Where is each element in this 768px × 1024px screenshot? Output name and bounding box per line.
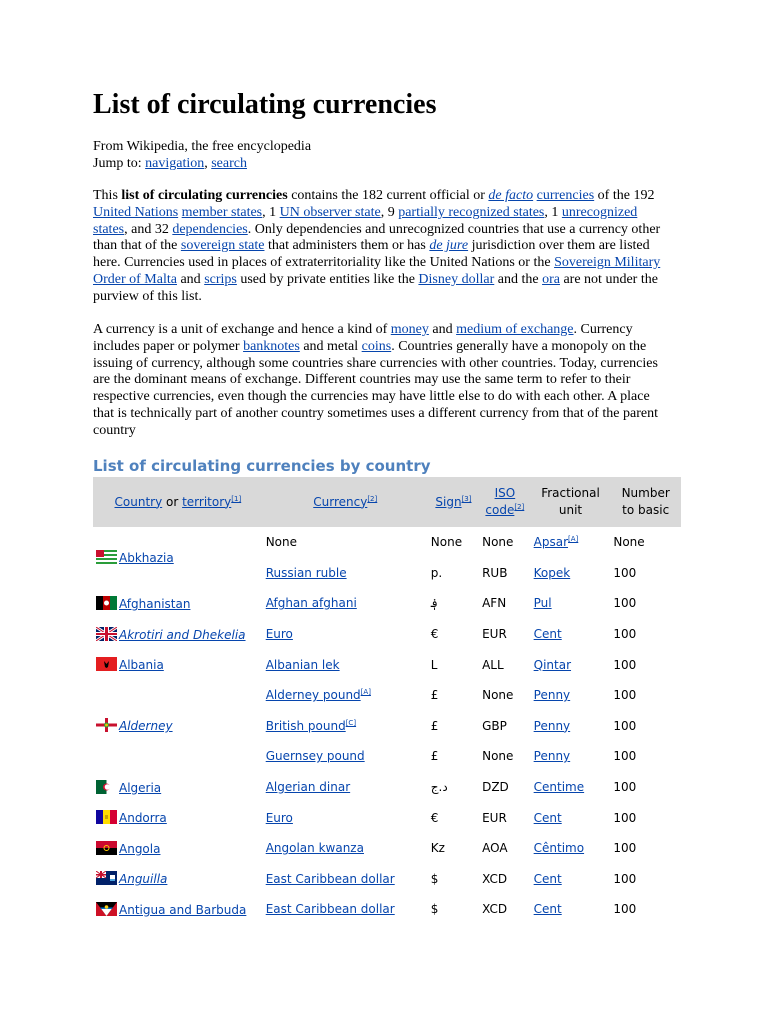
currency-cell [263,588,428,619]
sovereign-military-order-link[interactable]: Sovereign Military Order of Malta [93,255,661,287]
para-text: and [428,322,457,337]
currency-text: None [265,535,298,550]
table-row [93,619,681,650]
sign-cell: ؋ [430,596,438,611]
fractional-unit-link[interactable]: Apsar [533,535,569,550]
header-fractional: Fractional unit [531,477,611,527]
de-facto-text: de facto [488,188,534,203]
ref-link[interactable]: [2] [514,503,525,511]
number-cell: 100 [613,627,637,642]
section-heading: List of circulating currencies by country [93,457,431,475]
currency-cell [263,680,428,711]
currency-link[interactable]: Euro [265,627,293,642]
sign-cell: £ [430,749,439,764]
table-row [93,833,681,864]
search-link[interactable]: search [211,156,247,171]
currency-link[interactable]: Albanian lek [265,657,340,672]
header-currency [263,477,428,527]
header-iso [479,477,531,527]
unrecognized-states-link[interactable]: unrecognized states [93,204,638,237]
intro-text: are not under the purview of this list. [93,271,658,304]
coins-link[interactable]: coins [361,338,392,354]
para-text: . Currency includes paper or polymer [93,322,633,354]
flag-icon-antigua [96,902,117,916]
country-cell [93,649,263,680]
table-row [93,588,681,619]
ref-link[interactable]: [A] [360,688,371,697]
flag-icon-angola [96,841,117,855]
un-observer-state-link[interactable]: UN observer state [279,204,381,220]
country-link-albania[interactable]: Albania [119,658,164,673]
country-cell [93,527,263,588]
sign-cell: None [430,535,463,550]
sign-cell: € [430,627,439,642]
table-row [93,527,681,558]
fractional-cell [531,741,611,772]
intro-text: and [176,271,205,287]
iso-cell: DZD [482,780,509,795]
de-facto-link[interactable] [488,188,533,203]
sovereign-state-link[interactable]: sovereign state [180,238,265,254]
currency-cell [263,558,428,589]
currency-header-link[interactable]: Currency [313,494,368,509]
sign-cell: $ [430,902,439,917]
country-link-alderney[interactable]: Alderney [119,719,173,734]
sign-cell: £ [430,718,439,733]
country-link-afghanistan[interactable]: Afghanistan [119,596,191,611]
number-cell: 100 [613,780,637,795]
partially-recognized-states-link[interactable]: partially recognized states [398,204,545,220]
number-cell: 100 [613,688,637,703]
ref-link[interactable]: [C] [345,718,357,727]
number-cell: 100 [613,718,637,733]
sign-header-link[interactable]: Sign [435,494,462,509]
currency-cell [263,527,428,558]
navigation-link[interactable]: navigation [145,156,205,171]
territory-header-link[interactable]: territory [182,494,232,509]
flag-icon-akrotiri [96,627,117,641]
currency-link[interactable]: Russian ruble [265,565,347,580]
fractional-cell [531,802,611,833]
country-link-akrotiri[interactable]: Akrotiri and Dhekelia [119,627,246,642]
currency-cell [263,649,428,680]
currency-link[interactable]: East Caribbean dollar [265,902,395,917]
currency-link[interactable]: Alderney pound [265,688,361,703]
number-cell: 100 [613,810,637,825]
currency-cell [263,802,428,833]
fractional-cell [531,619,611,650]
intro-paragraph [93,188,668,306]
ora-link[interactable]: ora [542,271,560,287]
fractional-cell [531,711,611,742]
header-or: or [162,494,183,509]
intro-text: , and 32 [124,221,173,237]
ref-link[interactable]: [2] [367,494,378,503]
iso-header-link[interactable]: ISO code [485,486,516,517]
country-link-antigua[interactable]: Antigua and Barbuda [119,902,247,917]
currency-link[interactable]: East Caribbean dollar [265,871,395,886]
table-row [93,772,681,803]
fractional-unit-link[interactable]: Centime [533,780,585,795]
iso-cell: XCD [482,871,508,886]
currency-cell [263,741,428,772]
de-jure-link[interactable] [429,238,468,253]
para-text: A currency is a unit of exchange and hence a kind of [93,322,391,337]
ref-link[interactable]: [A] [568,535,579,544]
country-cell [93,772,263,803]
intro-text: and the [494,271,543,287]
currency-cell [263,833,428,864]
number-cell: 100 [613,596,637,611]
table-row [93,894,681,925]
currency-link[interactable]: British pound [265,718,346,733]
flag-icon-algeria [96,780,117,794]
iso-cell: None [482,749,514,764]
number-cell: 100 [613,871,637,886]
article-meta [93,138,311,172]
sign-cell: L [430,657,438,672]
intro-text: This [93,188,122,203]
member-states-link[interactable]: member states [181,204,263,220]
currencies-link[interactable]: currencies [536,188,595,203]
country-cell [93,588,263,619]
table-row [93,680,681,711]
currency-cell [263,894,428,925]
disney-dollar-link[interactable]: Disney dollar [418,271,495,287]
fractional-cell [531,680,611,711]
country-link-abkhazia[interactable]: Abkhazia [119,551,174,566]
fractional-cell [531,527,611,558]
iso-cell: EUR [482,810,507,825]
table-header-row [93,477,681,527]
intro-text: that administers them or has [264,238,430,254]
fractional-unit-link[interactable]: Cent [533,902,562,917]
jump-prefix: Jump to: [93,156,146,171]
para-text: and metal [299,338,362,354]
iso-cell: None [482,688,514,703]
flag-icon-albania [96,657,117,671]
intro-text: of the 192 [594,188,655,203]
country-link-angola[interactable]: Angola [119,841,161,856]
fractional-unit-link[interactable]: Kopek [533,565,571,580]
fractional-cell [531,772,611,803]
de-jure-text: de jure [429,238,469,254]
currency-cell [263,619,428,650]
iso-cell: EUR [482,627,507,642]
country-cell [93,802,263,833]
sign-cell: £ [430,688,439,703]
iso-cell: AFN [482,596,507,611]
sign-cell: Kz [430,841,445,856]
table-row [93,802,681,833]
page-title: List of circulating currencies [93,89,437,120]
para-text: . Countries generally have a monopoly on the issuing of currency, although some countries share currencies with other countries. Today, currencies are the dominant means of exchange. Different countries may use the same term to refer to their respective currencies, even though the currencies may have little else to do with each other. A place that is technically part of another country sometimes uses a different currency from that of the parent country [93,338,658,438]
fractional-cell [531,558,611,589]
fractional-unit-link[interactable]: Cent [533,627,562,642]
fractional-unit-link[interactable]: Pul [533,596,552,611]
currency-table [93,477,681,925]
iso-cell: ALL [482,657,504,672]
jump-links [93,155,311,172]
currency-link[interactable]: Euro [265,810,293,825]
intro-text: jurisdiction over them are listed here. Currencies used in places of extraterritoriality like the United Nations or the [93,238,650,271]
intro-bold-term: list of circulating currencies [121,188,288,203]
fractional-unit-link[interactable]: Qintar [533,657,572,672]
sign-cell: د.ج [430,780,448,795]
table-row [93,649,681,680]
money-link[interactable]: money [390,322,429,337]
country-link-anguilla[interactable]: Anguilla [119,872,168,887]
intro-text: contains the 182 current official or [287,188,489,203]
fractional-unit-link[interactable]: Cent [533,871,562,886]
sign-cell: р. [430,565,443,580]
currency-link[interactable]: Afghan afghani [265,596,357,611]
header-country [93,477,263,527]
intro-text: . Only dependencies and unrecognized countries that use a currency other than that of the [93,221,661,254]
flag-icon-afghanistan [96,596,117,610]
country-cell [93,833,263,864]
sign-cell: $ [430,871,439,886]
fractional-unit-link[interactable]: Penny [533,718,571,733]
country-link-andorra[interactable]: Andorra [119,811,167,826]
intro-text: , 1 [544,204,562,220]
united-nations-link[interactable]: United Nations [93,204,179,220]
currency-link[interactable]: Angolan kwanza [265,841,364,856]
currency-cell [263,711,428,742]
banknotes-link[interactable]: banknotes [243,338,300,354]
currency-paragraph [93,322,668,440]
sign-cell: € [430,810,439,825]
iso-cell: AOA [482,841,508,856]
intro-text: , 9 [380,204,399,220]
iso-cell: None [482,535,514,550]
fractional-unit-link[interactable]: Cent [533,810,562,825]
intro-text: used by private entities like the [236,271,419,287]
number-cell: 100 [613,841,637,856]
flag-icon-andorra [96,810,117,824]
header-sign [428,477,479,527]
iso-cell: XCD [482,902,508,917]
fractional-cell [531,649,611,680]
fractional-cell [531,894,611,925]
jump-separator: , [204,156,212,171]
country-cell [93,619,263,650]
iso-cell: GBP [482,718,507,733]
country-cell [93,894,263,925]
fractional-unit-link[interactable]: Penny [533,749,571,764]
fractional-cell [531,833,611,864]
flag-icon-alderney [96,718,117,732]
ref-link[interactable]: [3] [461,494,472,503]
currency-cell [263,864,428,895]
fractional-unit-link[interactable]: Penny [533,688,571,703]
currency-link[interactable]: Guernsey pound [265,749,365,764]
flag-icon-anguilla [96,871,117,885]
dependencies-link[interactable]: dependencies [172,221,248,237]
fractional-cell [531,588,611,619]
fractional-cell [531,864,611,895]
scrips-link[interactable]: scrips [204,271,237,287]
country-link-algeria[interactable]: Algeria [119,780,162,795]
medium-of-exchange-link[interactable]: medium of exchange [456,322,574,337]
ref-link[interactable]: [1] [231,494,242,503]
currency-link[interactable]: Algerian dinar [265,780,351,795]
table-row [93,864,681,895]
number-cell: None [613,535,645,550]
country-header-link[interactable]: Country [114,494,163,509]
number-cell: 100 [613,657,637,672]
flag-icon-abkhazia [96,550,117,564]
site-subtitle: From Wikipedia, the free encyclopedia [93,139,312,154]
iso-cell: RUB [482,565,508,580]
country-cell [93,864,263,895]
number-cell: 100 [613,902,637,917]
intro-text: , 1 [262,204,280,220]
header-number: Number to basic [610,477,681,527]
country-cell [93,680,263,772]
fractional-unit-link[interactable]: Cêntimo [533,841,585,856]
currency-cell [263,772,428,803]
number-cell: 100 [613,565,637,580]
number-cell: 100 [613,749,637,764]
